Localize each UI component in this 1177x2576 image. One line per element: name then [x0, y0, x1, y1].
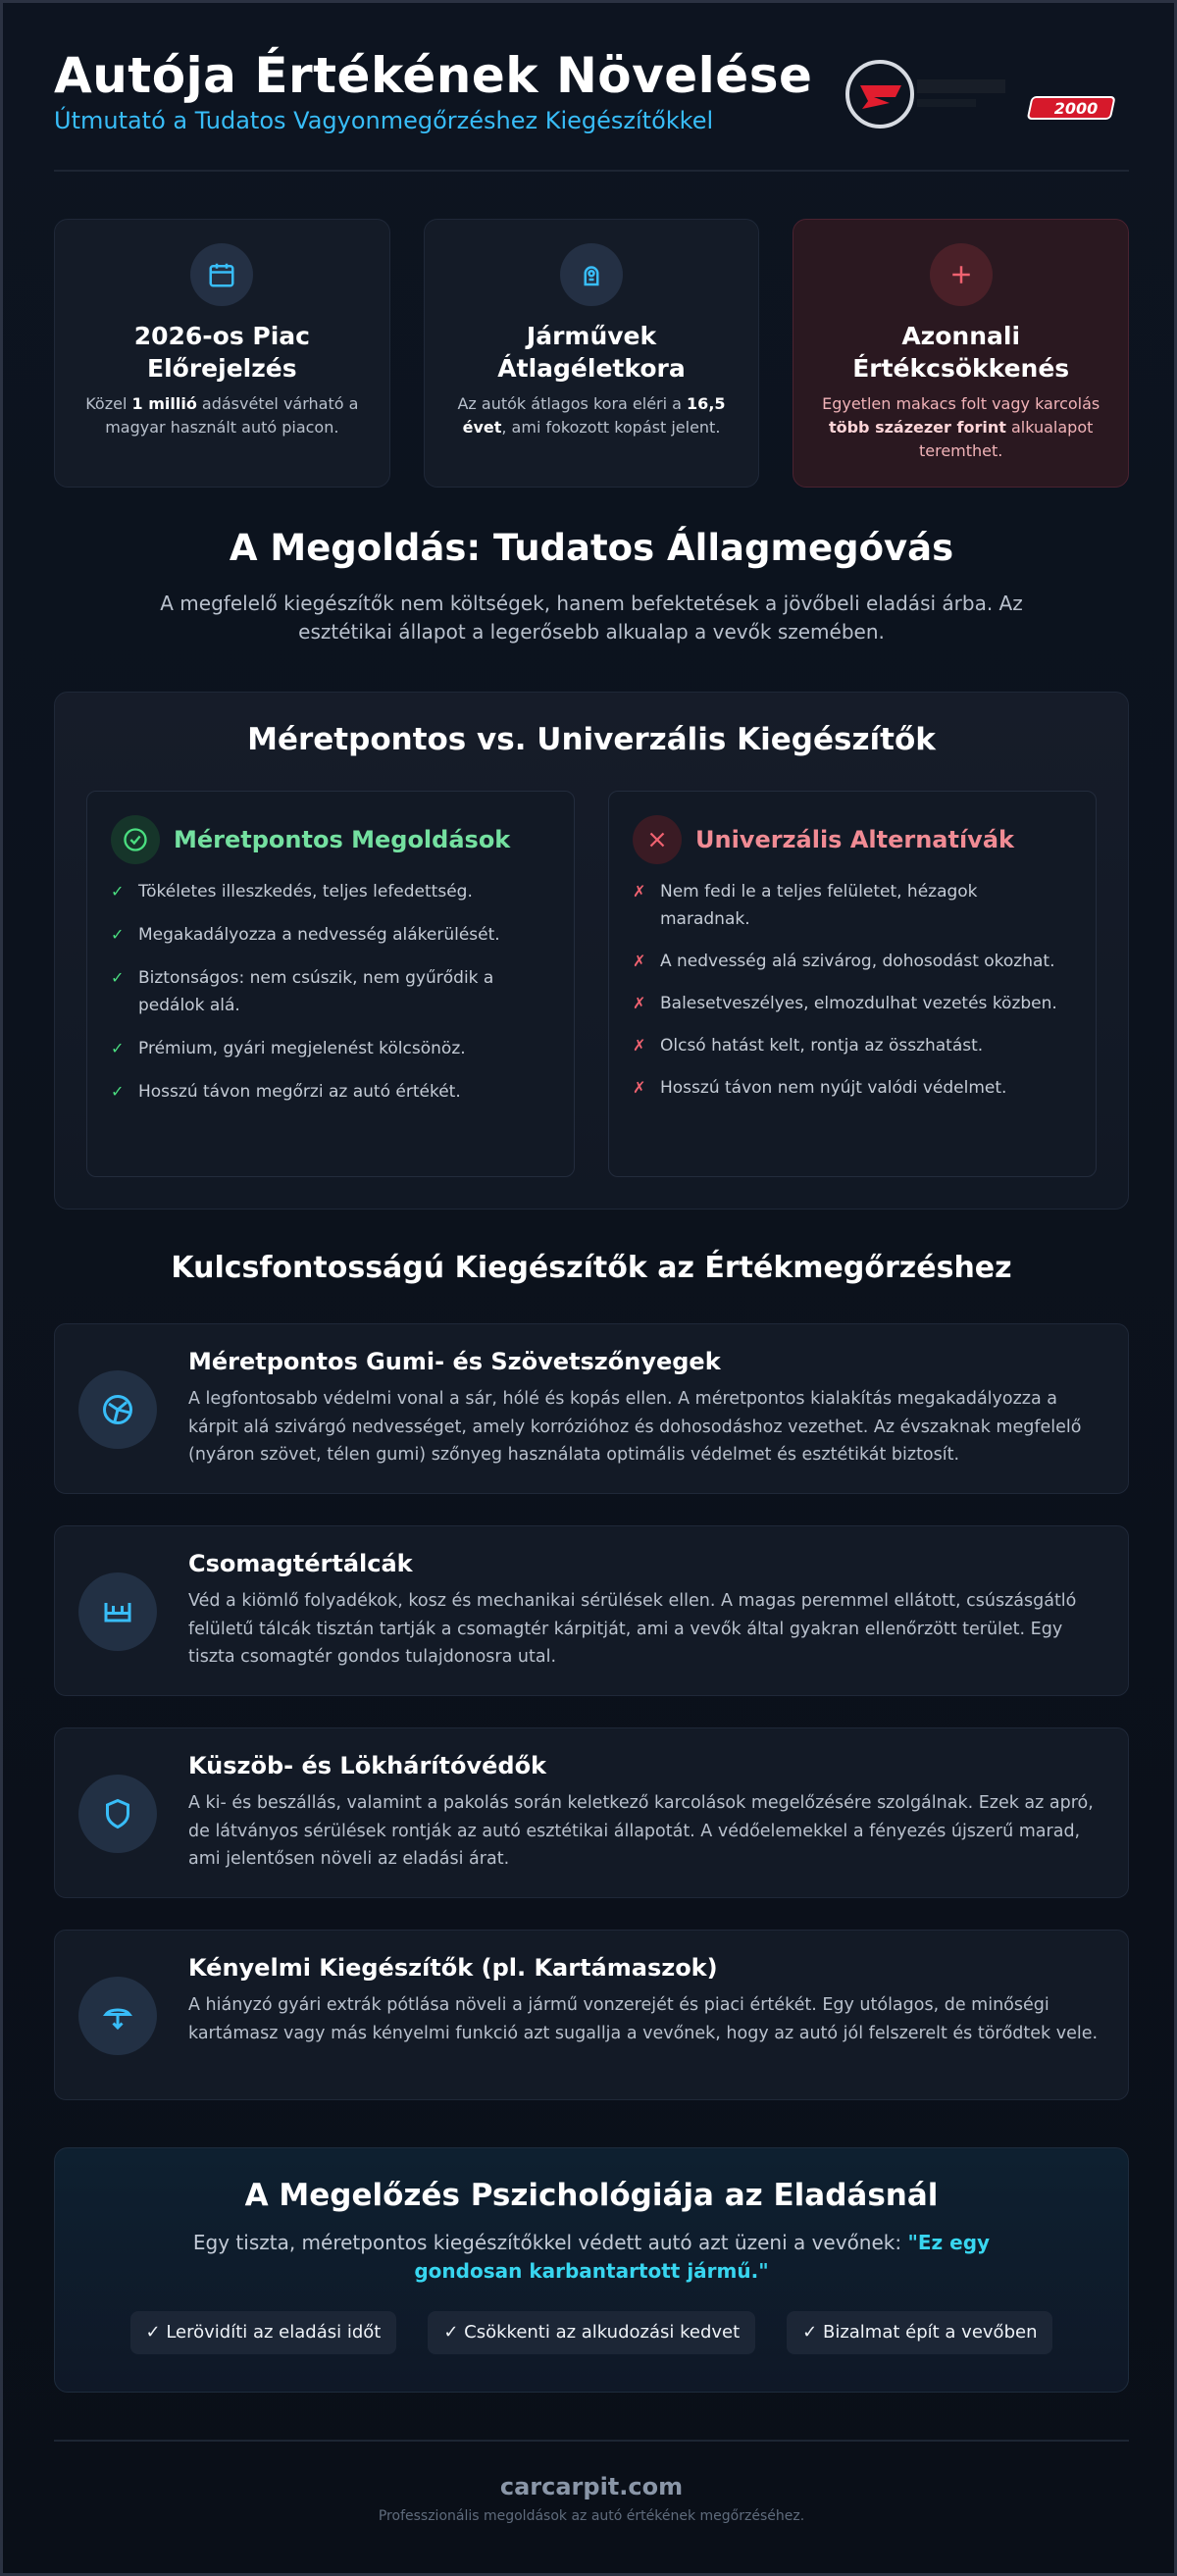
stat-card-age	[424, 219, 760, 488]
calendar-icon	[190, 243, 253, 306]
universal-column	[608, 791, 1097, 1177]
psychology-panel	[54, 2147, 1129, 2393]
cross-icon: ✗	[633, 1078, 646, 1097]
accessory-text: A legfontosabb védelmi vonal a sár, hólé és kopás ellen. A méretpontos kialakítás megakadályozza a kárpit alá szivárgó nedvességet, amely korrózióhoz és dohosodáshoz vezethet. Az évszaknak megfelelő (nyáron szövet, télen gumi) szőnyeg használata optimális védelmet és esztétikát biztosít.	[188, 1389, 1082, 1465]
footer	[54, 2440, 1129, 2524]
check-icon: ✓	[111, 925, 125, 944]
list-item: ✗ Hosszú távon nem nyújt valódi védelmet.	[633, 1074, 1072, 1102]
solution-title: A Megoldás: Tudatos Állagmegóvás	[229, 527, 954, 569]
list-item: ✗ Nem fedi le a teljes felületet, hézagok maradnak.	[633, 878, 1072, 933]
header	[54, 46, 1129, 172]
accessory-card-trunk	[54, 1525, 1129, 1696]
shield-icon	[78, 1775, 157, 1853]
accessory-card-comfort	[54, 1930, 1129, 2100]
stat-cards	[54, 219, 1129, 488]
mat-icon	[78, 1370, 157, 1449]
list-item: ✓ Tökéletes illeszkedés, teljes lefedettség.	[111, 878, 550, 905]
accessory-text: A ki- és beszállás, valamint a pakolás során keletkező karcolások megelőzésére szolgálnak. Ezek az apró, de látványos sérülések rontják az autó esztétikai állapotát. A védőelemekkel a fényezés újszerű marad, ami jelentősen növeli az eladási árat.	[188, 1793, 1094, 1869]
brand-logo	[844, 58, 1129, 130]
benefit-chip: ✓ Lerövidíti az eladási időt	[130, 2311, 397, 2354]
accessory-card-guards	[54, 1727, 1129, 1898]
footer-text: Professzionális megoldások az autó értékének megőrzéséhez.	[378, 2508, 805, 2524]
plus-icon	[930, 243, 993, 306]
accessory-text: A hiányzó gyári extrák pótlása növeli a jármű vonzerejét és piaci értékét. Egy utólagos, de minőségi kartámasz vagy más kényelmi funkció azt sugallja a vevőnek, hogy az autó jól felszerelt és törődtek vele.	[188, 1995, 1099, 2043]
benefit-chips	[55, 2311, 1128, 2354]
accessory-title: Kényelmi Kiegészítők (pl. Kartámaszok)	[188, 1954, 718, 1982]
stat-text: Az autók átlagos kora eléri a 16,5 évet, ami fokozott kopást jelent.	[457, 394, 726, 437]
psychology-text: Egy tiszta, méretpontos kiegészítőkkel védett autó azt üzeni a vevőnek: "Ez egy gondosan karbantartott jármű."	[192, 2231, 991, 2283]
psychology-title: A Megelőzés Pszichológiája az Eladásnál	[244, 2178, 939, 2213]
trunk-tray-icon	[78, 1572, 157, 1651]
cross-icon: ✗	[633, 994, 646, 1012]
stat-title: Azonnali Értékcsökkenés	[852, 322, 1070, 383]
list-item: ✗ Olcsó hatást kelt, rontja az összhatást.	[633, 1032, 1072, 1059]
comparison-title: Méretpontos vs. Univerzális Kiegészítők	[247, 722, 936, 757]
list-item: ✗ Balesetveszélyes, elmozdulhat vezetés közben.	[633, 990, 1072, 1017]
custom-fit-column	[86, 791, 575, 1177]
check-icon: ✓	[111, 1039, 125, 1057]
column-title: Méretpontos Megoldások	[174, 826, 511, 853]
x-circle-icon	[633, 815, 682, 864]
check-icon: ✓	[111, 968, 125, 987]
comparison-panel	[54, 692, 1129, 1210]
pros-list	[111, 878, 550, 1106]
stat-card-market	[54, 219, 390, 488]
accessory-text: Véd a kiömlő folyadékok, kosz és mechanikai sérülések ellen. A magas peremmel ellátott, csúszásgátló felületű tálcák tisztán tartják a csomagtér kárpitját, ami a vevők által gyakran ellenőrzött terület. Egy tiszta csomagtér gondos tulajdonosra utal.	[188, 1591, 1077, 1667]
cross-icon: ✗	[633, 952, 646, 970]
column-title: Univerzális Alternatívák	[695, 826, 1014, 853]
cons-list	[633, 878, 1072, 1102]
accessory-title: Küszöb- és Lökhárítóvédők	[188, 1752, 547, 1779]
check-icon: ✓	[111, 882, 125, 901]
check-icon: ✓	[111, 1082, 125, 1101]
list-item: ✗ A nedvesség alá szivárog, dohosodást okozhat.	[633, 948, 1072, 975]
page-subtitle: Útmutató a Tudatos Vagyonmegőrzéshez Kiegészítőkkel	[54, 107, 714, 134]
stat-text: Egyetlen makacs folt vagy karcolás több százezer forint alkualapot teremthet.	[822, 394, 1100, 460]
cross-icon: ✗	[633, 882, 646, 901]
benefit-chip: ✓ Bizalmat épít a vevőben	[787, 2311, 1052, 2354]
stat-title: Járművek Átlagéletkora	[497, 322, 686, 383]
accessory-card-mats	[54, 1323, 1129, 1494]
car-age-icon	[560, 243, 623, 306]
cross-icon: ✗	[633, 1036, 646, 1055]
page-title: Autója Értékének Növelése	[54, 47, 813, 104]
key-accessories-title: Kulcsfontosságú Kiegészítők az Értékmegőrzéshez	[171, 1251, 1012, 1285]
accessory-title: Csomagtértálcák	[188, 1550, 413, 1577]
psychology-quote: "Ez egy gondosan karbantartott jármű."	[414, 2231, 991, 2283]
check-circle-icon	[111, 815, 160, 864]
stat-card-depreciation	[793, 219, 1129, 488]
list-item: ✓ Megakadályozza a nedvesség alákerülését.	[111, 921, 550, 949]
list-item: ✓ Prémium, gyári megjelenést kölcsönöz.	[111, 1035, 550, 1062]
list-item: ✓ Hosszú távon megőrzi az autó értékét.	[111, 1078, 550, 1106]
logo-badge-text: 2000	[1053, 99, 1099, 118]
armrest-icon	[78, 1977, 157, 2055]
list-item: ✓ Biztonságos: nem csúszik, nem gyűrődik a pedálok alá.	[111, 964, 550, 1019]
benefit-chip: ✓ Csökkenti az alkudozási kedvet	[428, 2311, 755, 2354]
accessory-title: Méretpontos Gumi- és Szövetszőnyegek	[188, 1348, 721, 1375]
solution-text: A megfelelő kiegészítők nem költségek, hanem befektetések a jövőbeli eladási árba. Az esztétikai állapot a legerősebb alkualap a vevők szemében.	[160, 592, 1023, 644]
footer-brand[interactable]: carcarpit.com	[499, 2473, 684, 2500]
stat-title: 2026-os Piac Előrejelzés	[133, 322, 310, 383]
stat-text: Közel 1 millió adásvétel várható a magyar használt autó piacon.	[85, 394, 359, 437]
